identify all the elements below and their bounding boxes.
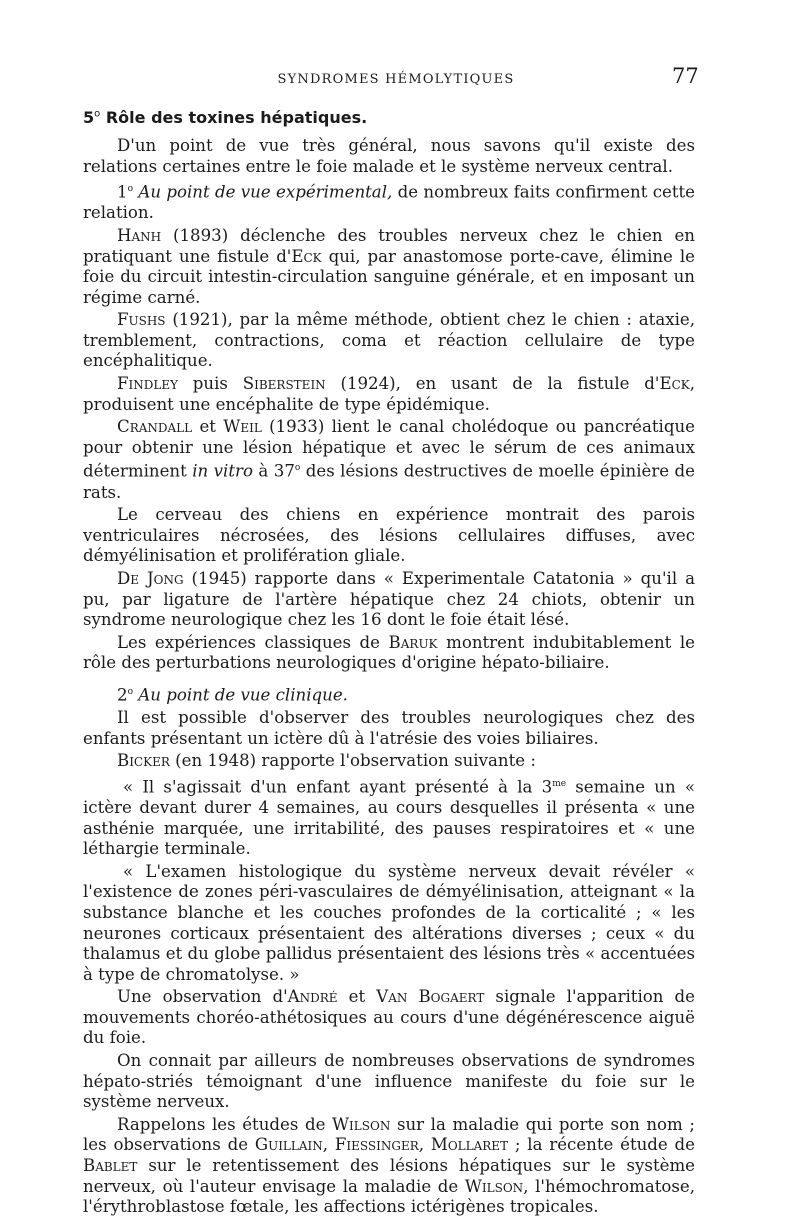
author-name: Findley	[117, 374, 179, 394]
text-run: (1933) lient le canal cholédoque ou pancréatique pour obtenir une lésion hépatique et avec le sérum de ces animaux déterminent	[83, 417, 695, 481]
running-head: SYNDROMES HÉMOLYTIQUES	[277, 72, 515, 87]
ordinal-marker: me	[552, 778, 567, 789]
author-name: Bicker	[117, 751, 170, 771]
text-run: (en 1948) rapporte l'observation suivante :	[169, 751, 536, 771]
author-name: Wilson	[464, 1176, 524, 1196]
text-run: à 37	[252, 461, 295, 481]
paragraph-findley	[83, 374, 695, 415]
text-run: semaine un « ictère devant durer 4 semaines, au cours desquelles il présenta « une asthénie marquée, une irritabilité, des pauses respiratoires et « une léthargie terminale.	[83, 777, 695, 859]
paragraph-baruk	[83, 633, 695, 674]
text-run: sur le retentissement des lésions hépatiques sur le système nerveux, où l'auteur envisage la maladie de	[83, 1156, 695, 1196]
text-run: « Il s'agissait d'un enfant ayant présenté à la 3	[123, 777, 553, 797]
author-name: Bablet	[83, 1156, 138, 1176]
section-ordinal: o	[94, 108, 101, 120]
author-name: Eck	[659, 374, 690, 394]
paragraph-crandall	[83, 417, 695, 503]
quote-histology: « L'examen histologique du système nerveux devait révéler « l'existence de zones péri-vasculaires de démyélinisation, atteignant « la substance blanche et les couches profondes de la corticalité ; « les neurones corticaux présentaient des altérations diverses ; ceux « du thalamus et du globe pallidus présentaient des lésions très « accentuées à type de chromatolyse. »	[83, 861, 695, 984]
page-number: 77	[672, 64, 699, 88]
text-run: , l'hémochromatose, l'érythroblastose fœtale, les affections ictérigènes tropicales.	[83, 1176, 695, 1217]
subsection-title: Au point de vue clinique.	[138, 685, 348, 705]
author-name: André	[287, 987, 338, 1007]
paragraph-cerveau: Le cerveau des chiens en expérience montrait des parois ventriculaires nécrosées, des lésions cellulaires diffuses, avec démyélinisation et prolifération gliale.	[83, 505, 695, 566]
author-name: Fushs	[117, 310, 166, 330]
text-run: (1924), en usant de la fistule d'	[325, 374, 660, 394]
text-run: de nombreux faits confirment cette relation.	[83, 182, 695, 223]
author-name: Baruk	[388, 632, 438, 652]
text-run: , produisent une encéphalite de type épidémique.	[83, 374, 695, 414]
text-run: signale l'apparition de mouvements choréo-athétosiques au cours d'une dégénérescence aiguë du foie.	[83, 987, 695, 1048]
author-name: Weil	[223, 417, 262, 437]
subsection-title: Au point de vue expérimental,	[138, 182, 393, 202]
paragraph-bicker	[83, 751, 695, 772]
paragraph-hanh	[83, 226, 695, 308]
paragraph-hepato-stries: On connait par ailleurs de nombreuses observations de syndromes hépato-striés témoignant d'une influence manifeste du foie sur le système nerveux.	[83, 1051, 695, 1112]
text-run: (1921), par la même méthode, obtient chez le chien : ataxie, tremblement, contractions, coma et réaction cellulaire de type encéphalitique.	[83, 310, 695, 371]
text-run: (1893) déclenche des troubles nerveux chez le chien en pratiquant une fistule d'	[83, 225, 695, 266]
text-run: puis	[178, 374, 243, 394]
text-run: ; la récente étude de	[508, 1135, 695, 1155]
text-run: montrent indubitablement le rôle des perturbations neurologiques d'origine hépato-biliaire.	[83, 632, 696, 673]
text-run: (1945) rapporte dans « Experimentale Catatonia » qu'il a pu, par ligature de l'artère hépatique chez 24 chiots, obtenir un syndrome neurologique chez les 16 dont le foie était lésé.	[83, 568, 695, 630]
quote-case	[83, 774, 695, 860]
paragraph-clinical-intro: Il est possible d'observer des troubles neurologiques chez des enfants présentant un ictère dû à l'atrésie des voies biliaires.	[83, 708, 695, 748]
author-name: Guillain	[254, 1135, 323, 1155]
ordinal-marker: o	[127, 184, 133, 195]
body-text	[83, 136, 695, 1220]
author-name: Crandall	[117, 417, 193, 437]
author-name: Fiessinger	[334, 1135, 419, 1155]
author-name: Mollaret	[430, 1135, 509, 1155]
author-name: Eck	[291, 246, 322, 266]
subsection-number: 1	[117, 182, 128, 202]
author-name: De Jong	[117, 568, 184, 588]
paragraph-fushs	[83, 310, 695, 372]
author-name: Siberstein	[242, 374, 326, 394]
section-number: 5	[83, 108, 95, 127]
italic-term: in vitro	[192, 461, 253, 481]
text-run: Rappelons les études de	[117, 1114, 332, 1134]
ordinal-marker: o	[127, 686, 133, 697]
author-name: Hanh	[117, 225, 162, 245]
section-heading	[83, 108, 367, 127]
text-run: Les expériences classiques de	[117, 632, 389, 652]
text-run: et	[192, 417, 224, 437]
author-name: Van Bogaert	[376, 987, 485, 1007]
section-title: Rôle des toxines hépatiques.	[105, 108, 368, 127]
paragraph-andre	[83, 987, 695, 1049]
text-run: ,	[322, 1135, 335, 1155]
text-run: ,	[418, 1135, 431, 1155]
text-run: qui, par anastomose porte-cave, élimine le foie du circuit intestin-circulation sanguine générale, et en imposant un régime carné.	[83, 246, 695, 307]
text-run: et	[337, 987, 377, 1007]
text-run: des lésions destructives de moelle épinière de rats.	[83, 461, 696, 502]
paragraph-de-jong	[83, 569, 695, 631]
paragraph-wilson	[83, 1115, 695, 1218]
author-name: Wilson	[332, 1114, 391, 1134]
subsection-number: 2	[117, 685, 128, 705]
paragraph-experimental-heading	[83, 179, 695, 224]
degree-marker: o	[294, 463, 301, 474]
paragraph-intro: D'un point de vue très général, nous savons qu'il existe des relations certaines entre le foie malade et le système nerveux central.	[83, 136, 695, 176]
paragraph-clinical-heading	[83, 682, 695, 706]
text-run: Une observation d'	[117, 987, 288, 1007]
text-run: sur la maladie qui porte son nom ; les observations de	[83, 1114, 695, 1155]
